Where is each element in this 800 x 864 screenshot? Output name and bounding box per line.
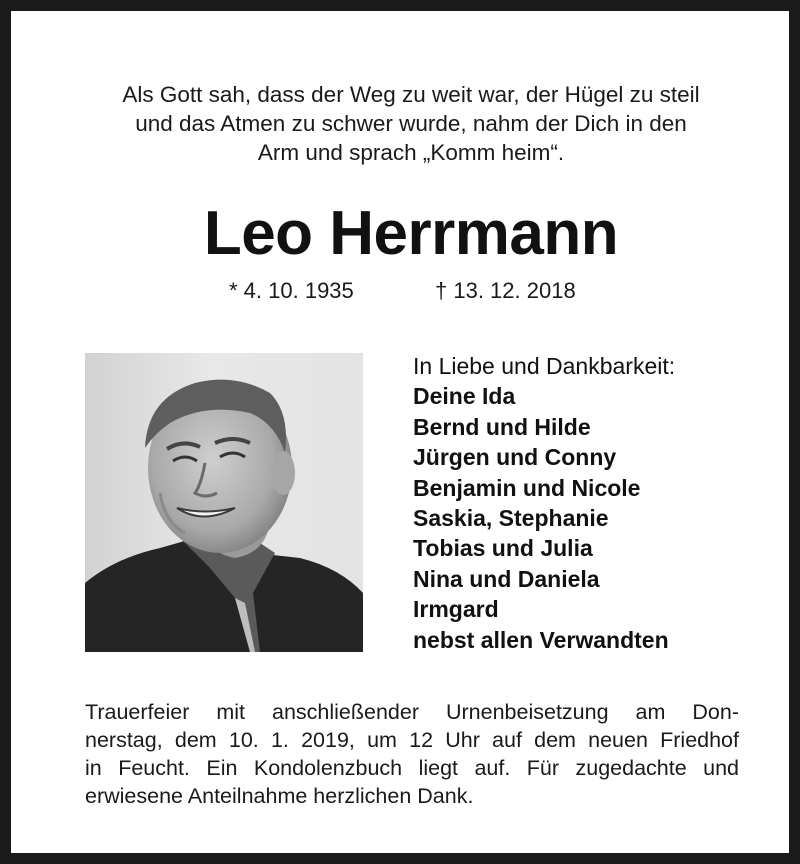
- mourner-name: Saskia, Stephanie: [413, 505, 609, 532]
- funeral-notice: [85, 698, 739, 810]
- mourners-intro: In Liebe und Dankbarkeit:: [413, 353, 676, 379]
- birth-date: * 4. 10. 1935: [229, 278, 354, 303]
- mourner-name: nebst allen Verwandten: [413, 626, 669, 653]
- notice-line: erwiesene Anteilnahme herzlichen Dank.: [85, 784, 474, 808]
- notice-line: in Feucht. Ein Kondolenzbuch liegt auf. Für zugedachte und: [85, 756, 739, 780]
- mourner-name: Irmgard: [413, 596, 499, 623]
- portrait-photo: [85, 353, 363, 652]
- mourner-name: Benjamin und Nicole: [413, 474, 641, 501]
- deceased-name: Leo Herrmann: [203, 199, 619, 268]
- verse: [71, 80, 751, 167]
- mourner-name: Bernd und Hilde: [413, 413, 591, 440]
- mourner-name: Jürgen und Conny: [413, 444, 617, 471]
- mourner-name: Deine Ida: [413, 383, 516, 410]
- verse-line: Arm und sprach „Komm heim“.: [257, 140, 565, 165]
- death-date: † 13. 12. 2018: [435, 278, 576, 303]
- notice-line: nerstag, dem 10. 1. 2019, um 12 Uhr auf dem neuen Friedhof: [85, 728, 739, 752]
- notice-line: Trauerfeier mit anschließender Urnenbeisetzung am Don-: [85, 700, 739, 724]
- verse-line: und das Atmen zu schwer wurde, nahm der Dich in den: [135, 111, 687, 136]
- mourners-list: [413, 351, 675, 655]
- mourner-name: Nina und Daniela: [413, 565, 600, 592]
- verse-line: Als Gott sah, dass der Weg zu weit war, der Hügel zu steil: [122, 82, 700, 107]
- mourner-name: Tobias und Julia: [413, 535, 593, 562]
